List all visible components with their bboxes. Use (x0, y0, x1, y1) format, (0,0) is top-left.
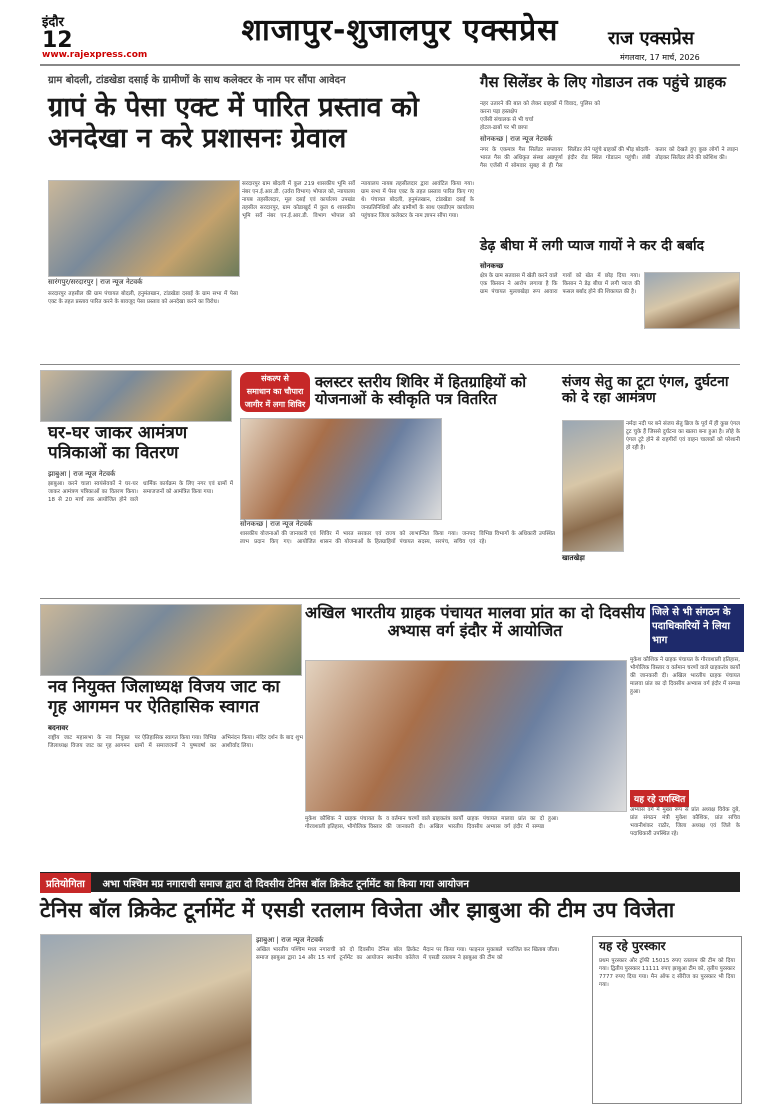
gas-headline: गैस सिलेंडर के लिए गोडाउन तक पहुंचे ग्राहक (480, 73, 727, 91)
consumer-box-headline: जिले से भी संगठन के पदाधिकारियों ने लिया भाग (650, 604, 744, 652)
gas-bullet: एजेंसी संचालक से भी चर्चा (480, 117, 534, 123)
masthead-rule (40, 64, 740, 66)
brand-logo: राज एक्सप्रेस (608, 28, 694, 49)
bridge-photo (562, 420, 624, 552)
section-rule (40, 364, 740, 365)
camp-photo (240, 418, 442, 520)
lead-kicker: ग्राम बोदली, टांडखेडा दसाई के ग्रामीणों के साथ कलेक्टर के नाम पर सौंपा आवेदन (48, 75, 346, 86)
lead-byline: सारंगपुर/सरदारपुर | राज न्यूज नेटवर्क (48, 278, 143, 286)
bridge-body: नर्मदा नदी पर बने संजय सेतु ब्रिज के पूर्व में ही कुछ एंगल टूट चुके हैं जिससे दुर्घटना का खतरा बना हुआ है। लोहे के एंगल टूटे होने से राहगीरों एवं वाहन चालकों को परेशानी हो रही है। (626, 421, 740, 451)
camp-badge (240, 372, 310, 412)
camp-badge-line: जागीर में लगा शिविर (244, 400, 306, 409)
jat-body: राष्ट्रीय जाट महासभा के नव नियुक्त जिलाध्यक्ष विजय जाट का गृह आगमन पर ऐतिहासिक स्वागत किया गया। विभिन्न ग्रामों में समाजजनों ने पुष्पवर्षा कर अभिनंदन किया। मंदिर दर्शन के बाद शुभ आशीर्वाद लिया। (48, 735, 303, 749)
paper-title: शाजापुर-शुजालपुर एक्सप्रेस (241, 13, 559, 48)
section-rule (40, 598, 740, 599)
onion-byline: सोनकच्छ (480, 262, 504, 270)
issue-date: मंगलवार, 17 मार्च, 2026 (620, 53, 700, 62)
camp-badge-line: संकल्प से (261, 374, 289, 383)
sports-body: अखिल भारतीय पश्चिम मध्य नगाराची समाज झाबुआ द्वारा 14 और 15 मार्च को दो दिवसीय टेनिस बॉल क्रिकेट टूर्नामेंट का आयोजन स्थानीय कॉलेज मैदान पर किया गया। फाइनल मुकाबले में एसडी रतलाम ने झाबुआ की टीम को पराजित कर खिताब जीता। (256, 947, 560, 961)
gas-body: नगर के एकमात्र गैस सिलेंडर सप्लायर भारत गैस की अधिकृत संस्था अन्नपूर्णा गैस एजेंसी में सोमवार सुबह से ही गैस सिलेंडर लेने पहुंचे ग्राहकों की भीड़ बोदली-इंदौर रोड स्थित गोडाउन पहुंची। लंबी कतार को देखते हुए कुछ लोगों ने लाइन तोड़कर सिलेंडर लेने की कोशिश की। (480, 147, 738, 169)
consumer-body: मुकेश कौशिक ने ग्राहक पंचायत के गौरवशाली इतिहास, भौगोलिक विस्तार व वर्तमान चरणों वाले ग्राहकतंत्र कार्यों की जानकारी दी। अखिल भारतीय ग्राहक पंचायत मालवा प्रांत का दो दिवसीय अभ्यास वर्ग इंदौर में सम्पन्न हुआ। (630, 657, 740, 695)
jat-byline: बदनावर (48, 724, 69, 732)
sports-byline: झाबुआ | राज न्यूज नेटवर्क (256, 936, 324, 944)
sports-strap-bar (40, 872, 740, 892)
villages-byline: झाबुआ | राज न्यूज नेटवर्क (48, 470, 116, 478)
consumer-headline: अखिल भारतीय ग्राहक पंचायत मालवा प्रांत का दो दिवसीय अभ्यास वर्ग इंदौर में आयोजित (305, 603, 645, 641)
gas-bullets (480, 100, 600, 132)
jat-headline: नव नियुक्त जिलाध्यक्ष विजय जाट का गृह आगमन पर ऐतिहासिक स्वागत (48, 677, 280, 717)
city-label: इंदौर (42, 15, 64, 30)
sports-strap: अभा पश्चिम मप्र नगाराची समाज द्वारा दो दिवसीय टेनिस बॉल क्रिकेट टूर्नामेंट का किया गया आयोजन (102, 879, 469, 890)
camp-badge-line: समाधान का चौपारा (246, 387, 304, 396)
lead-photo-caption: सरदारपुर तहसील की ग्राम पंचायत बोदली, हनुमंतखान, टांडखेडा दसाई के ग्राम सभा में पेसा एक्ट के तहत प्रस्ताव पारित करने के बावजूद पेसा प्रस्ताव को अनदेखा करने का विरोध। (48, 291, 238, 305)
villages-body: झाबुआ। करने चाला स्वयंसेवकों ने घर-घर जाकर आमंत्रण पत्रिकाओं का वितरण किया। 18 से 20 मार्च तक आयोजित होने वाले धार्मिक कार्यक्रम के लिए नगर एवं ग्रामों में समाजजनों को आमंत्रित किया गया। (48, 481, 233, 503)
masthead (0, 0, 778, 60)
consumer-photo (305, 660, 627, 812)
sports-side-box (592, 936, 742, 1104)
sports-headline: टेनिस बॉल क्रिकेट टूर्नामेंट में एसडी रतलाम विजेता और झाबुआ की टीम उप विजेता (40, 898, 675, 922)
gas-bullet: होटल-ढाबों पर भी छापा (480, 125, 528, 131)
sports-section-label: प्रतियोगिता (40, 873, 91, 893)
consumer-body-cont: मुकेश कौशिक ने ग्राहक पंचायत के गौरवशाली इतिहास, भौगोलिक विस्तार व वर्तमान चरणों वाले ग्राहकतंत्र कार्यों की जानकारी दी। अखिल भारतीय ग्राहक पंचायत मालवा प्रांत का दो दिवसीय अभ्यास वर्ग इंदौर में सम्पन्न हुआ। (305, 816, 559, 830)
consumer-side-body: अभ्यास वर्ग में मुख्य रूप से प्रांत अध्यक्ष विवेक दुबे, प्रांत संगठन मंत्री मुकेश कौशिक, प्रांत सचिव भवानीशंकर राठौर, जिला अध्यक्ष एवं जिले के पदाधिकारी उपस्थित रहे। (630, 807, 740, 837)
onion-body: क्षेत्र के ग्राम सतवास में खेती करने वाले एक किसान ने आरोप लगाया है कि ग्राम पंचायत मुल्लाखेड़ा रूप आवारा गायों को खेत में छोड़ दिया गया। किसान ने डेढ़ बीघा में लगी प्याज की फसल बर्बाद होने की शिकायत की है। (480, 273, 640, 295)
villages-headline: घर-घर जाकर आमंत्रण पत्रिकाओं का वितरण (48, 423, 188, 463)
onion-photo (644, 272, 740, 329)
sports-photo (40, 934, 252, 1104)
consumer-side-title: यह रहे उपस्थित (630, 790, 689, 807)
sports-side-body: प्रथम पुरस्कार और ट्रॉफी 15015 रुपए रतलाम की टीम को दिया गया। द्वितीय पुरस्कार 11111 रुपए झाबुआ टीम को, तृतीय पुरस्कार 7777 रुपए दिया गया। मैन ऑफ द सीरीज का पुरस्कार भी दिया गया। (599, 957, 735, 988)
camp-byline: सोनकच्छ | राज न्यूज नेटवर्क (240, 520, 313, 528)
jat-photo (40, 604, 302, 676)
camp-headline: क्लस्टर स्तरीय शिविर में हितग्राहियों को योजनाओं के स्वीकृति पत्र वितरित (315, 373, 527, 409)
camp-body: शासकीय योजनाओं की जानकारी एवं लाभ प्रदान किए गए। आयोजित शिविर में भारत सरकार एवं राज्य शासन की योजनाओं के हितग्राहियों को लाभान्वित किया गया। जनपद पंचायत सदस्य, सरपंच, सचिव एवं विभिन्न विभागों के अधिकारी उपस्थित रहे। (240, 531, 555, 545)
website-link[interactable]: www.rajexpress.com (42, 50, 148, 60)
page-number: 12 (42, 28, 73, 53)
villages-photo (40, 370, 232, 422)
lead-photo (48, 180, 240, 277)
onion-headline: डेढ़ बीघा में लगी प्याज गायों ने कर दी बर्बाद (480, 238, 705, 254)
sports-side-title: यह रहे पुरस्कार (599, 939, 666, 953)
gas-byline: सोनकच्छ | राज न्यूज नेटवर्क (480, 135, 553, 143)
bridge-headline: संजय सेतु का टूटा एंगल, दुर्घटना को दे रहा आमंत्रण (562, 374, 729, 407)
bridge-byline: खातखेड़ा (562, 554, 585, 562)
gas-bullet: नहर उतारने की बात को लेकर ग्राहकों में विवाद, पुलिस को करना पड़ा हस्तक्षेप (480, 101, 600, 115)
lead-headline: ग्रापं के पेसा एक्ट में पारित प्रस्ताव को अनदेखा न करे प्रशासनः ग्रेवाल (48, 92, 419, 155)
lead-body: सरदारपुर ग्राम बोदली में कुल 219 शासकीय भूमि सर्वे नंबर एन.ई.आर.डी. (उर्वरा विभाग) भोपाल को, न्यायालय नायब तहसीलदार, मूल दसई एवं कार्यालय उपखंड तहसील सरदारपुर, ग्राम कोडाखुर्द में कुल 6 शासकीय भूमि सर्वे नंबर एन.ई.आर.डी. विभाग भोपाल को न्यायालय नायब तहसीलदार द्वारा आवंटित किया गया। ग्राम सभा में पेसा एक्ट के तहत प्रस्ताव पारित किए गए थे। पंचायत बोदली, हनुमंतखान, टांडखेडा दसई के जनप्रतिनिधियों और ग्रामीणों के साथ एसडीएम कार्यालय पहुंचकर जिला कलेक्टर के नाम ज्ञापन सौंपा गया। (242, 181, 474, 219)
